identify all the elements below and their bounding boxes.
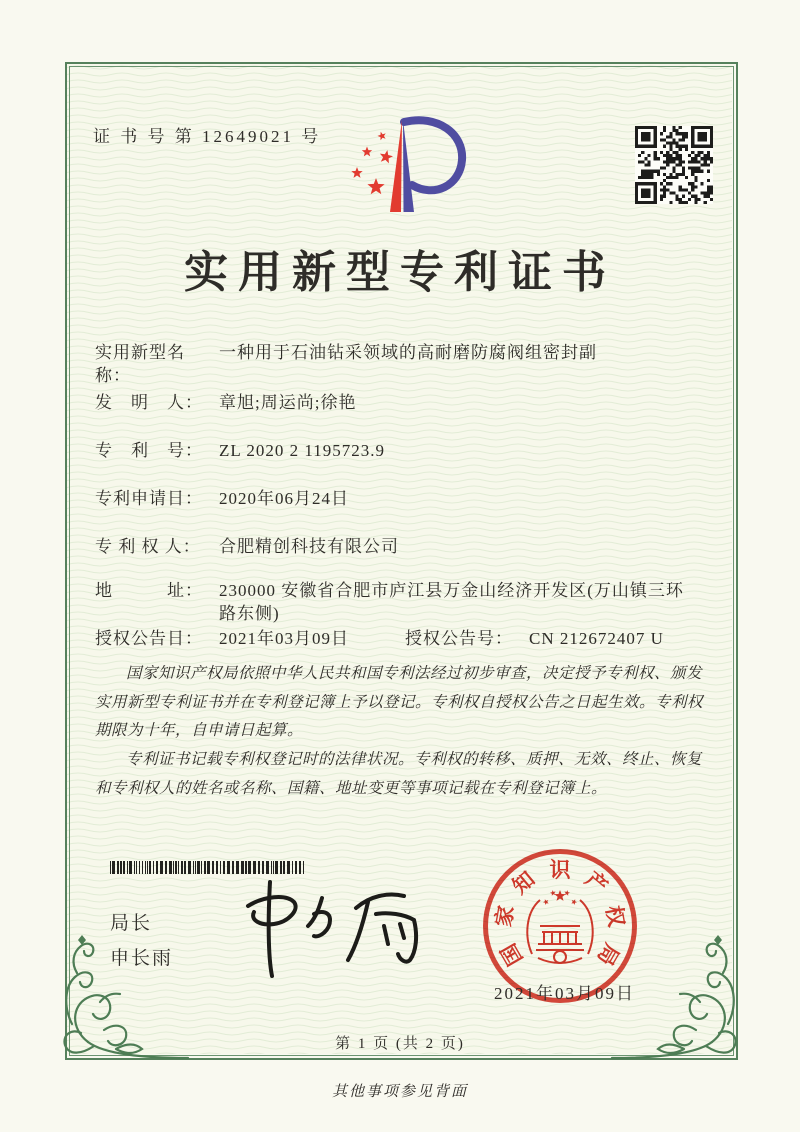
certificate-number: 证 书 号 第 12649021 号 <box>93 127 322 146</box>
back-note: 其他事项参见背面 <box>331 1084 468 1100</box>
field-row-patentee <box>95 536 399 559</box>
seal-char: 国 <box>495 938 528 970</box>
field-row-address <box>95 580 697 626</box>
seal-char: 识 <box>549 858 571 882</box>
field-row-grant <box>95 628 664 651</box>
field-label: 专 利 权 人： <box>95 537 201 556</box>
field-label: 授权公告日： <box>95 629 203 648</box>
field-value: CN 212672407 U <box>529 629 664 648</box>
field-row-patent-no <box>95 440 385 463</box>
seal-date: 2021年03月09日 <box>494 984 635 1003</box>
field-label: 发 明 人： <box>95 393 203 412</box>
seal-char: 家 <box>491 903 519 929</box>
seal-char: 产 <box>580 867 612 900</box>
handwritten-signature <box>218 868 433 986</box>
field-label: 专利申请日： <box>95 489 203 508</box>
officer-block <box>110 906 173 976</box>
field-value: 2020年06月24日 <box>219 489 349 508</box>
field-value: 2021年03月09日 <box>219 629 349 648</box>
page-title: 实用新型专利证书 <box>184 248 616 297</box>
cnipa-logo-icon <box>340 116 470 216</box>
officer-name-label: 申长雨 <box>110 948 174 970</box>
field-row-filing-date <box>95 488 349 511</box>
seal-char: 局 <box>592 938 625 970</box>
field-row-inventor <box>95 392 356 415</box>
national-emblem-icon <box>522 884 598 968</box>
body-paragraph-1: 国家知识产权局依照中华人民共和国专利法经过初步审查，决定授予专利权、颁发实用新型专利证书并在专利登记簿上予以登记。专利权自授权公告之日起生效。专利权期限为十年，自申请日起算。 <box>95 665 704 740</box>
field-label: 专 利 号： <box>95 441 203 460</box>
legal-text <box>95 660 711 803</box>
field-label: 授权公告号： <box>405 629 513 648</box>
seal-char: 权 <box>601 903 629 929</box>
field-value: 230000 安徽省合肥市庐江县万金山经济开发区(万山镇三环路东侧) <box>219 581 684 623</box>
qr-code <box>635 126 713 204</box>
field-label: 地 址： <box>95 581 203 600</box>
field-value: ZL 2020 2 1195723.9 <box>219 441 386 460</box>
field-label: 实用新型名称： <box>95 343 185 385</box>
page-number: 第 1 页 (共 2 页) <box>335 1036 465 1052</box>
seal-char: 知 <box>508 867 540 900</box>
field-value: 一种用于石油钻采领域的高耐磨防腐阀组密封副 <box>219 343 597 362</box>
officer-title-label: 局长 <box>110 913 153 934</box>
field-row-name <box>95 342 597 388</box>
body-paragraph-2: 专利证书记载专利权登记时的法律状况。专利权的转移、质押、无效、终止、恢复和专利权人的姓名或名称、国籍、地址变更等事项记载在专利登记簿上。 <box>95 751 703 797</box>
field-value: 章旭;周运尚;徐艳 <box>219 393 357 412</box>
field-value: 合肥精创科技有限公司 <box>219 537 399 556</box>
